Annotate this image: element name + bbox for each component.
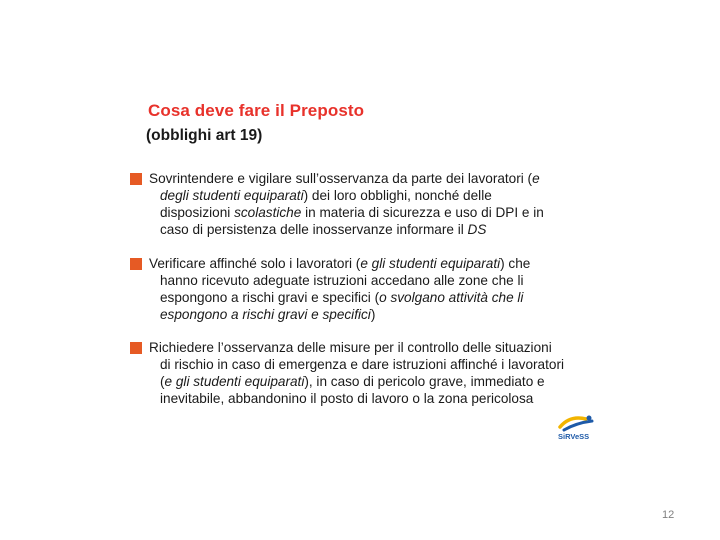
slide-title: Cosa deve fare il Preposto: [148, 101, 365, 120]
text: in materia di sicurezza e uso di DPI e in: [301, 205, 544, 220]
bullet-marker-icon: [130, 173, 142, 185]
text: di rischio in caso di emergenza e dare istruzioni affinché i lavoratori: [160, 357, 564, 372]
text: ), in caso di pericolo grave, immediato e: [304, 374, 545, 389]
italic-text: scolastiche: [234, 205, 302, 220]
text: (: [160, 374, 165, 389]
text: ): [370, 307, 376, 322]
text: ) dei loro obblighi, nonché delle: [303, 188, 492, 203]
text: Sovrintendere e vigilare sull’osservanza da parte dei lavoratori (: [149, 171, 533, 186]
logo-text: SiRVeSS: [558, 432, 590, 441]
text: ) che: [500, 256, 531, 271]
bullet-line: [160, 272, 524, 289]
bullet-line: [149, 170, 540, 187]
text: disposizioni: [160, 205, 235, 220]
italic-text: e gli studenti equiparati: [164, 374, 305, 389]
bullet-line: [160, 221, 486, 238]
slide-subtitle: (obblighi art 19): [146, 127, 263, 144]
text: hanno ricevuto adeguate istruzioni accedano alle zone che li: [160, 273, 524, 288]
bullet-line: [160, 356, 564, 373]
italic-text: degli studenti equiparati: [160, 188, 304, 203]
italic-text: o svolgano attività che li: [379, 290, 524, 305]
text: inevitabile, abbandonino il posto di lavoro o la zona pericolosa: [160, 391, 534, 406]
bullet-line: [160, 187, 492, 204]
bullet-line: [149, 255, 530, 272]
text: Richiedere l’osservanza delle misure per il controllo delle situazioni: [149, 340, 552, 355]
bullet-marker-icon: [130, 342, 142, 354]
bullet-line: [160, 390, 533, 407]
bullet-line: [160, 306, 375, 323]
italic-text: espongono a rischi gravi e specifici: [160, 307, 371, 322]
bullet-line: [149, 339, 552, 356]
italic-text: DS: [467, 222, 487, 237]
text: caso di persistenza delle inosservanze informare il: [160, 222, 468, 237]
page-number: 12: [662, 509, 675, 521]
bullet-line: [160, 373, 545, 390]
text: espongono a rischi gravi e specifici (: [160, 290, 380, 305]
bullet-line: [160, 204, 544, 221]
italic-text: e: [532, 171, 540, 186]
italic-text: e gli studenti equiparati: [360, 256, 501, 271]
text: Verificare affinché solo i lavoratori (: [149, 256, 361, 271]
bullet-marker-icon: [130, 258, 142, 270]
bullet-line: [160, 289, 523, 306]
